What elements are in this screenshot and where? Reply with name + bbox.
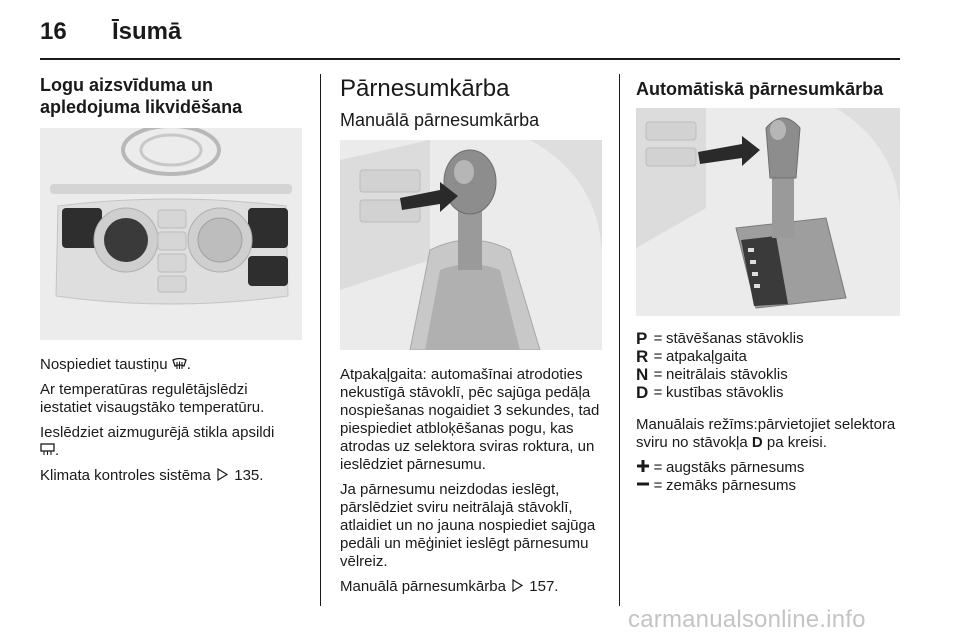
transmission-column: [340, 74, 602, 603]
manual-reference-text: Manuālā pārnesumkārba: [340, 578, 511, 595]
page-number: 16: [40, 18, 67, 45]
watermark: carmanualsonline.info: [628, 606, 866, 633]
legend-row-n: [636, 366, 900, 384]
manual-transmission-reference: [340, 578, 602, 596]
transmission-title: Pārnesumkārba: [340, 75, 510, 102]
legend-row-p: [636, 330, 900, 348]
defrost-step-2: Ar temperatūras regulētājslēdzi iestatiet visaugstāko temperatūru.: [40, 381, 265, 416]
climate-control-illustration: [40, 128, 302, 340]
manual-reverse-instruction: Atpakaļgaita: automašīnai atrodoties nekustīgā stāvoklī, pēc sajūga pedāļa nospiešanas nogaidiet 3 sekundes, tad piespiediet atbloķēšanas pogu, kas atrodas uz selektora sviras roktura, un ieslēdziet pārnesumu.: [340, 366, 600, 473]
upshift-text: augstāks pārnesums: [666, 459, 805, 476]
manual-retry-instruction: Ja pārnesumu neizdodas ieslēgt, pārslēdziet sviru neitrālajā stāvoklī, atlaidiet un no jauna nospiediet sajūga pedāli un mēģiniet ieslēgt pārnesumu vēlreiz.: [340, 481, 596, 570]
upshift-row: [636, 459, 900, 477]
manual-gearshift-drawing: [340, 140, 602, 350]
page-ref-arrow-icon: [510, 579, 525, 592]
defrost-step-1-end: .: [186, 356, 191, 373]
legend-row-d: [636, 384, 900, 402]
legend-key-r: R: [636, 347, 649, 366]
legend-text-n: neitrālais stāvoklis: [666, 366, 788, 383]
defrost-step-1: [40, 356, 302, 374]
climate-reference: [40, 467, 302, 485]
minus-icon: [636, 477, 650, 495]
plus-icon: [636, 459, 650, 477]
selector-position-legend: [636, 330, 900, 402]
downshift-text: zemāks pārnesums: [666, 477, 797, 494]
defrost-step-1-text: Nospiediet taustiņu: [40, 356, 172, 373]
page-header: [40, 14, 181, 50]
legend-key-p: P: [636, 329, 648, 348]
legend-text-d: kustības stāvoklis: [666, 384, 784, 401]
automatic-column: [636, 74, 900, 495]
manual-mode-instruction: [636, 416, 900, 452]
column-divider-2: [619, 74, 620, 606]
defrost-step-3-end: .: [55, 442, 60, 459]
column-divider-1: [320, 74, 321, 606]
section-title: Īsumā: [112, 18, 182, 45]
legend-key-n: N: [636, 365, 649, 384]
manual-mode-text-b: pa kreisi.: [762, 434, 827, 451]
climate-panel-drawing: [40, 128, 302, 340]
downshift-row: [636, 477, 900, 495]
page-ref-arrow-icon: [215, 468, 230, 481]
defrost-step-3-text: Ieslēdziet aizmugurējā stikla apsildi: [40, 424, 275, 441]
manual-mode-text-a: Manuālais režīms:pārvietojiet selektora sviru no stāvokļa: [636, 416, 896, 451]
manual-mode-key: D: [751, 434, 763, 451]
legend-text-r: atpakaļgaita: [666, 348, 747, 365]
manual-reference-page[interactable]: 157.: [529, 578, 559, 595]
automatic-gearshift-illustration: [636, 108, 900, 316]
windscreen-defrost-icon: [172, 357, 187, 370]
automatic-gearshift-drawing: [636, 108, 900, 316]
climate-reference-text: Klimata kontroles sistēma: [40, 467, 216, 484]
legend-equals: =: [653, 366, 663, 383]
automatic-transmission-title: Automātiskā pārnesumkārba: [636, 79, 884, 99]
defrost-column: [40, 74, 302, 492]
rear-window-heating-icon: [40, 443, 55, 456]
legend-equals: =: [653, 348, 663, 365]
manual-transmission-subtitle: Manuālā pārnesumkārba: [340, 110, 540, 130]
manual-gearshift-illustration: [340, 140, 602, 350]
legend-equals: =: [653, 477, 663, 494]
defrost-title: Logu aizsvīduma un apledojuma likvidēšana: [40, 75, 243, 117]
legend-equals: =: [653, 384, 663, 401]
legend-text-p: stāvēšanas stāvoklis: [666, 330, 804, 347]
legend-equals: =: [653, 459, 663, 476]
header-rule: [40, 58, 900, 60]
legend-equals: =: [653, 330, 663, 347]
legend-key-d: D: [636, 383, 649, 402]
defrost-step-3: [40, 424, 302, 460]
legend-row-r: [636, 348, 900, 366]
climate-reference-page[interactable]: 135.: [234, 467, 264, 484]
